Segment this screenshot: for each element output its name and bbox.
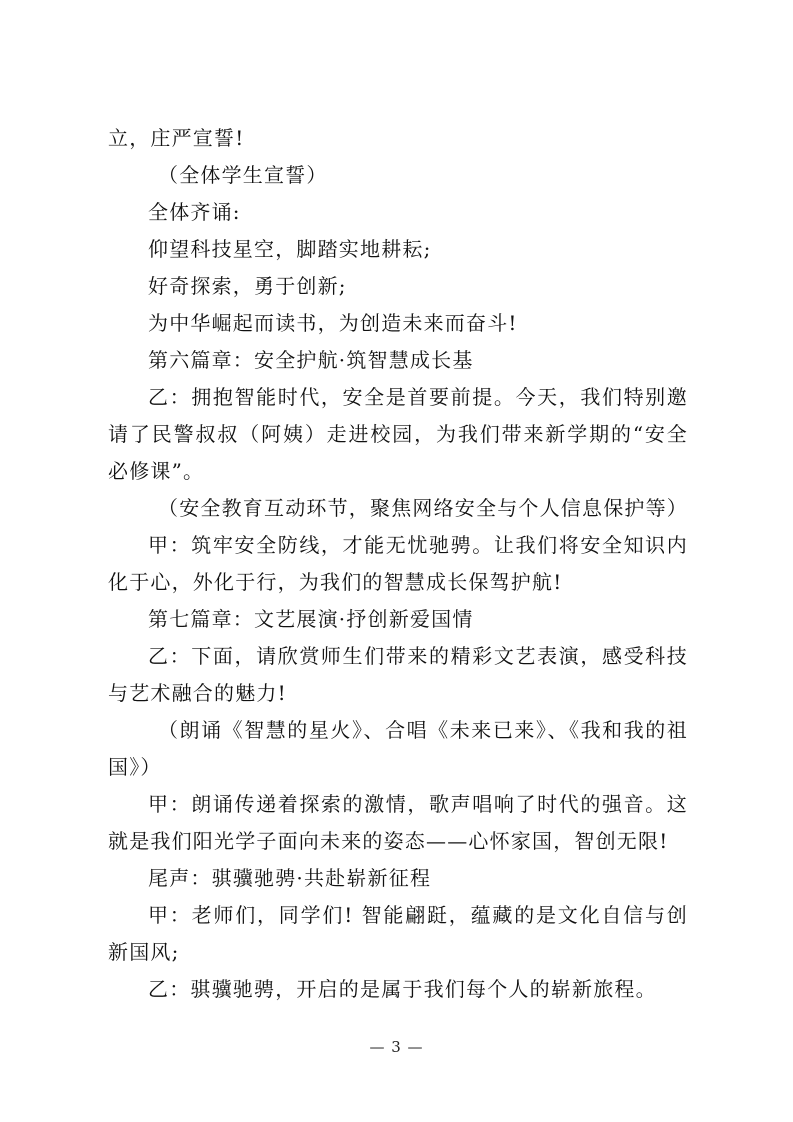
stage-direction-safety: （安全教育互动环节，聚焦网络安全与个人信息保护等） xyxy=(158,496,688,520)
section-heading-epilogue: 尾声：骐骥驰骋·共赴崭新征程 xyxy=(148,866,432,890)
section-heading-chapter-7: 第七篇章：文艺展演·抒创新爱国情 xyxy=(148,607,474,631)
paragraph-safety-closing: 甲：筑牢安全防线，才能无忧驰骋。让我们将安全知识内化于心，外化于行，为我们的智慧成长保驾护航! xyxy=(108,533,688,594)
paragraph-epilogue-2: 乙：骐骥驰骋，开启的是属于我们每个人的崭新旅程。 xyxy=(148,977,657,1001)
paragraph-recite-line-2: 好奇探索，勇于创新; xyxy=(148,274,347,298)
paragraph-epilogue-1: 甲：老师们，同学们! 智能翩跹，蕴藏的是文化自信与创新国风; xyxy=(108,903,688,964)
page-number: — 3 — xyxy=(369,1038,424,1056)
stage-direction-performance: （朗诵《智慧的星火》、合唱《未来已来》、《我和我的祖国》） xyxy=(108,718,688,779)
paragraph-performance-closing: 甲：朗诵传递着探索的激情，歌声唱响了时代的强音。这就是我们阳光学子面向未来的姿态——心怀家国，智创无限! xyxy=(108,792,688,853)
section-heading-chapter-6: 第六篇章：安全护航·筑智慧成长基 xyxy=(148,348,474,372)
paragraph-recite-intro: 全体齐诵: xyxy=(148,200,241,224)
document-body xyxy=(108,120,688,1008)
paragraph-recite-line-3: 为中华崛起而读书，为创造未来而奋斗! xyxy=(148,311,518,335)
paragraph-oath-continuation: 立，庄严宣誓! xyxy=(108,126,245,150)
paragraph-performance-intro: 乙：下面，请欣赏师生们带来的精彩文艺表演，感受科技与艺术融合的魅力! xyxy=(108,644,688,705)
stage-direction-oath: （全体学生宣誓） xyxy=(158,163,328,187)
paragraph-recite-line-1: 仰望科技星空，脚踏实地耕耘; xyxy=(148,237,432,261)
paragraph-safety-intro: 乙：拥抱智能时代，安全是首要前提。今天，我们特别邀请了民警叔叔（阿姨）走进校园，为我们带来新学期的“安全必修课”。 xyxy=(108,385,688,483)
